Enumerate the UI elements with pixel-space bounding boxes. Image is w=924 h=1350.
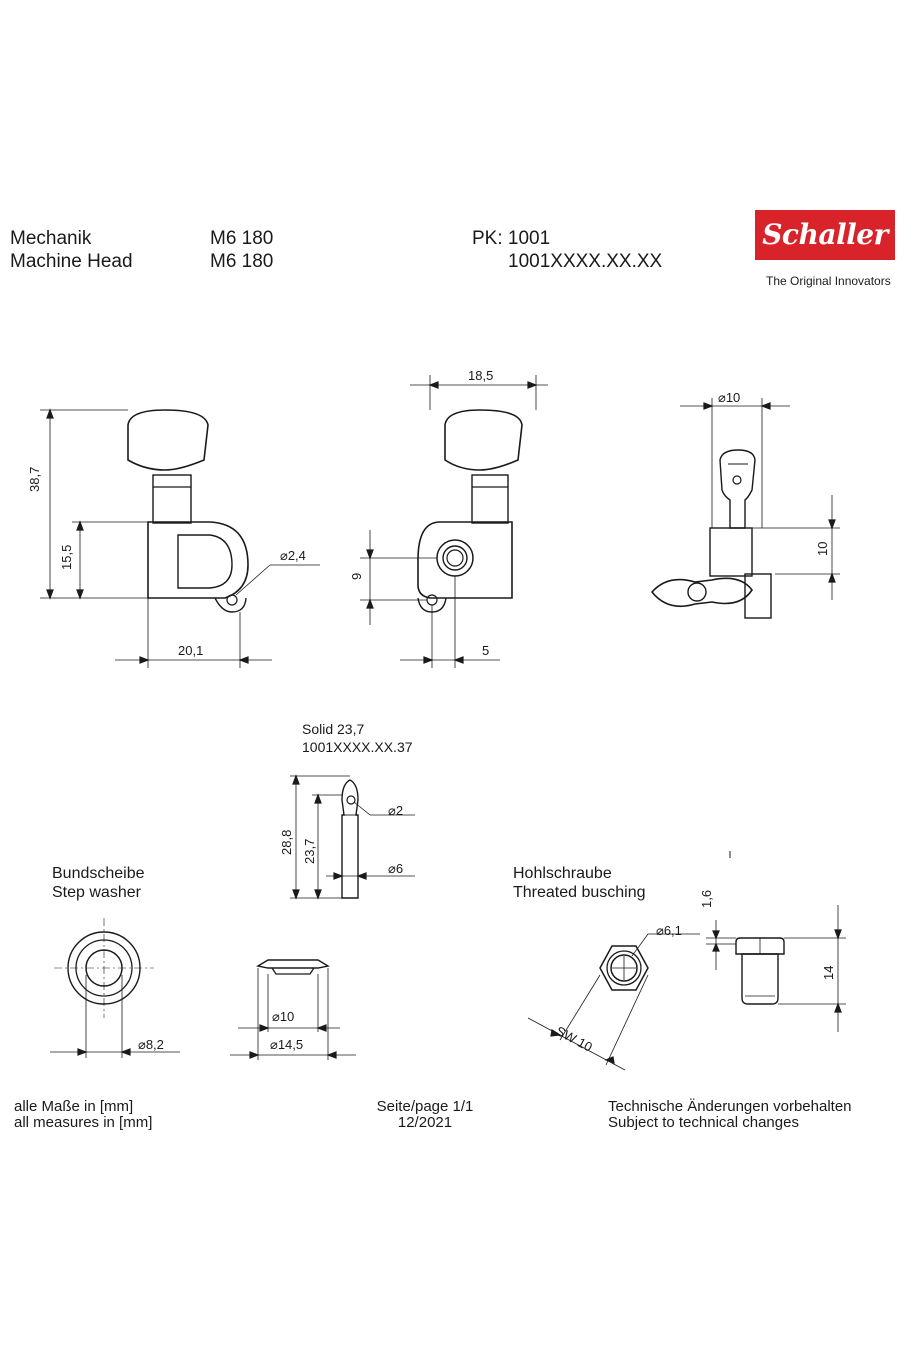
pk-label: PK: 1001 (472, 228, 551, 249)
dim-side-width: 20,1 (178, 643, 204, 658)
post-part: 1001XXXX.XX.37 (302, 739, 413, 755)
model-de: M6 180 (210, 228, 274, 249)
dim-side-body: 15,5 (59, 544, 74, 570)
units-en: all measures in [mm] (14, 1114, 153, 1131)
model-en: M6 180 (210, 251, 274, 272)
dim-top-height: 10 (815, 541, 830, 556)
note-de: Technische Änderungen vorbehalten (608, 1098, 852, 1115)
dim-front-offset: 9 (349, 572, 364, 580)
side-view (40, 410, 320, 668)
washer-title-en: Step washer (52, 884, 141, 901)
dim-front-width: 18,5 (468, 368, 494, 383)
units-de: alle Maße in [mm] (14, 1098, 134, 1115)
dim-post-length: 23,7 (302, 838, 317, 864)
page-number: Seite/page 1/1 (376, 1098, 474, 1115)
brand-tagline: The Original Innovators (766, 274, 891, 288)
title-de: Mechanik (10, 228, 92, 249)
bushing-title-en: Threated busching (513, 884, 646, 901)
title-en: Machine Head (10, 251, 133, 272)
bushing-title-de: Hohlschraube (513, 865, 612, 882)
dim-top-dia: ⌀10 (718, 390, 741, 405)
post-title: Solid 23,7 (302, 721, 365, 737)
brand-logo (755, 210, 895, 260)
part-number: 1001XXXX.XX.XX (508, 251, 663, 272)
dim-bushing-dia: ⌀6,1 (656, 923, 682, 938)
note-en: Subject to technical changes (608, 1114, 799, 1131)
front-view (360, 375, 548, 668)
dim-side-height: 38,7 (27, 466, 42, 492)
top-view (652, 398, 840, 618)
dim-post-total: 28,8 (279, 829, 294, 855)
brand-name: Schaller (762, 218, 888, 251)
dim-bushing-height: 14 (821, 965, 836, 980)
dim-washer-small: ⌀8,2 (138, 1037, 164, 1052)
dim-post-hole: ⌀2 (388, 803, 404, 818)
dim-front-edge: 5 (482, 643, 490, 658)
revision-date: 12/2021 (397, 1114, 453, 1131)
dim-side-hole: ⌀2,4 (280, 548, 306, 563)
post-drawing (290, 776, 415, 898)
dim-washer-inner: ⌀10 (272, 1009, 295, 1024)
dim-washer-outer: ⌀14,5 (270, 1037, 304, 1052)
dim-bushing-wrench: SW 10 (553, 1023, 595, 1055)
washer-drawing (50, 918, 356, 1060)
washer-title-de: Bundscheibe (52, 865, 145, 882)
dim-post-dia: ⌀6 (388, 861, 404, 876)
dim-bushing-flange: 1,6 (699, 889, 714, 908)
